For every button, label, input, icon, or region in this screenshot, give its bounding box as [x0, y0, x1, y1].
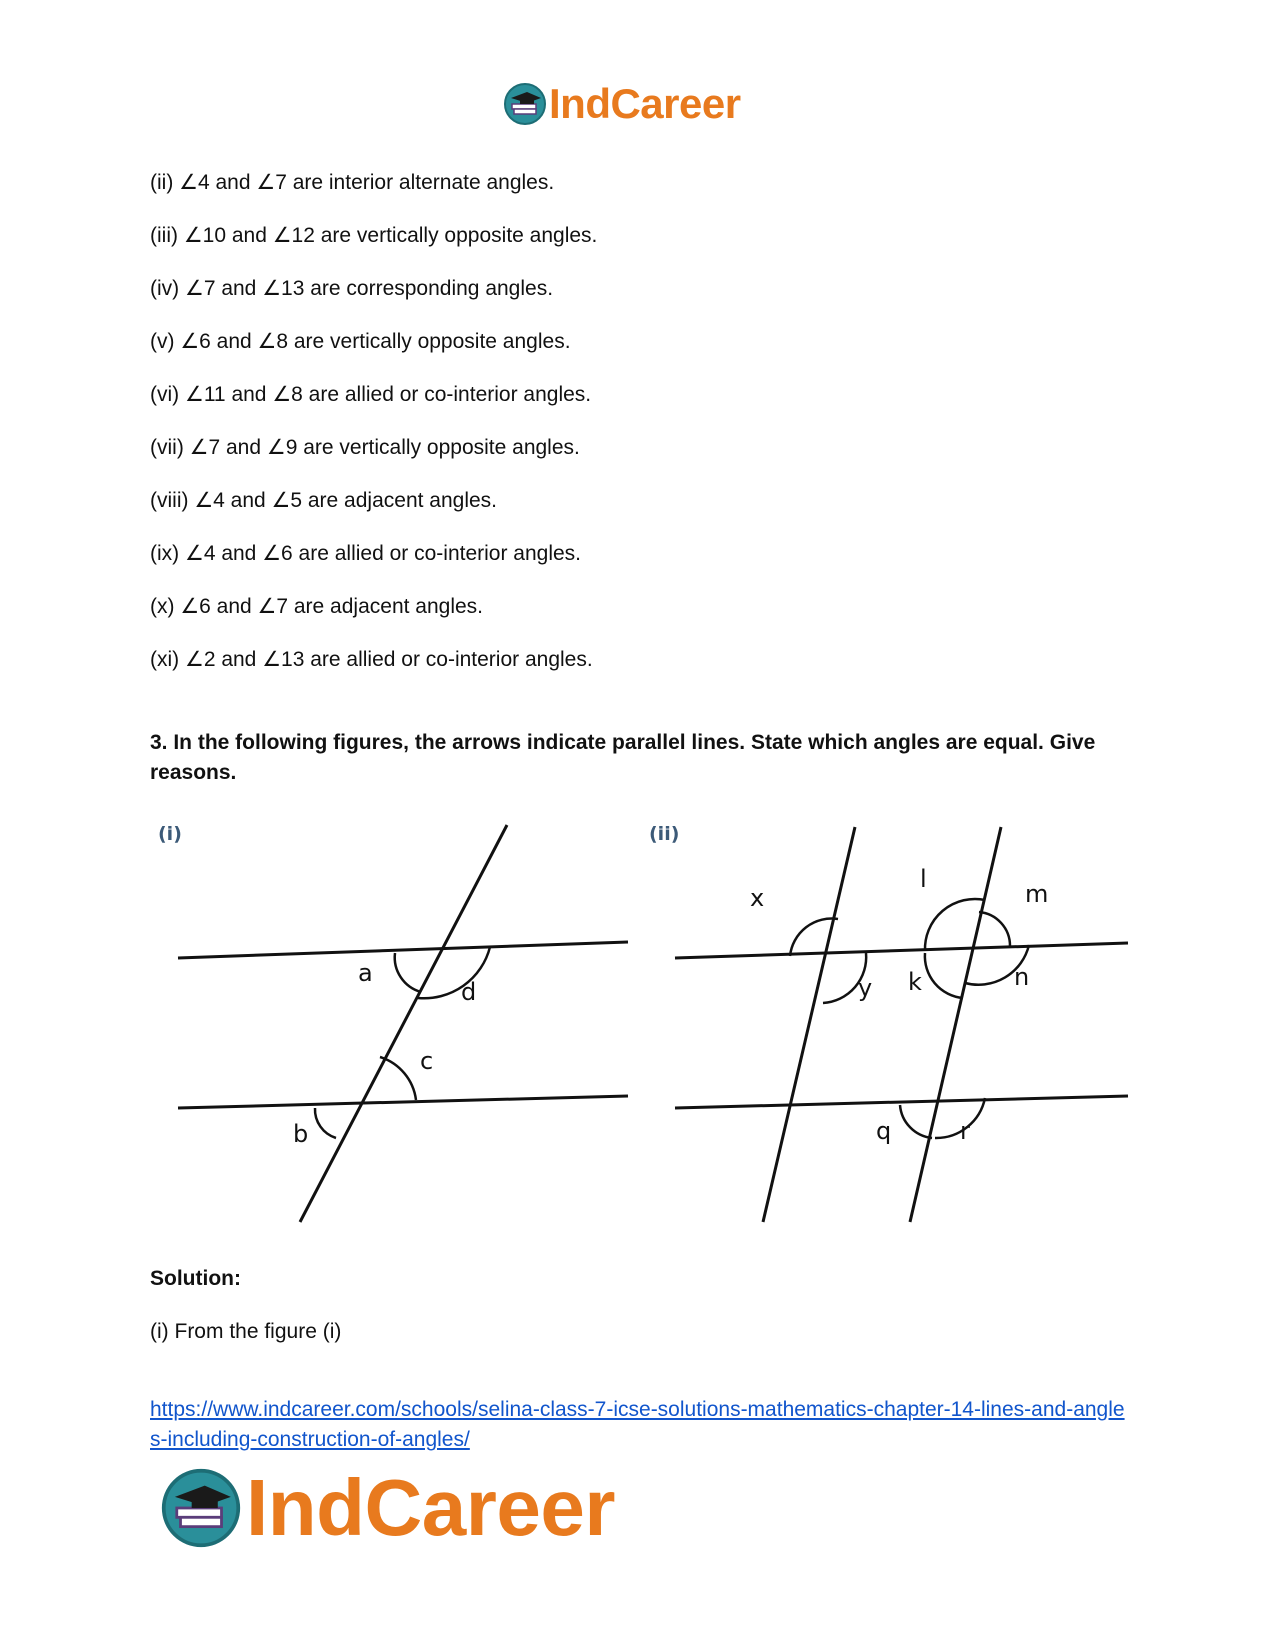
- answer-line: (viii) ∠4 and ∠5 are adjacent angles.: [150, 489, 498, 512]
- header-logo: [503, 80, 741, 128]
- transversal-left: [763, 827, 855, 1222]
- angle-arc-a: [395, 953, 421, 992]
- transversal: [300, 825, 507, 1222]
- angle-label-r: r: [960, 1117, 970, 1145]
- figure-ii-label: (ii): [649, 823, 680, 845]
- parallel-line-bottom: [178, 1096, 628, 1108]
- answer-line: (x) ∠6 and ∠7 are adjacent angles.: [150, 595, 484, 618]
- angle-label-d: d: [461, 978, 477, 1006]
- angle-label-q: q: [876, 1117, 892, 1145]
- answer-line: (ii) ∠4 and ∠7 are interior alternate angles.: [150, 171, 555, 194]
- source-link[interactable]: https://www.indcareer.com/schools/selina-class-7-icse-solutions-mathematics-chapter-14-lines-and-angles-including-construction-of-angles/: [150, 1398, 1125, 1451]
- angle-label-a: a: [358, 959, 373, 987]
- angle-label-n: n: [1014, 963, 1030, 991]
- angle-label-c: c: [420, 1047, 434, 1075]
- footer-logo: [160, 1462, 615, 1552]
- angle-label-l: l: [920, 865, 927, 893]
- angle-label-k: k: [908, 968, 922, 996]
- angle-label-x: x: [750, 884, 765, 912]
- solution-heading: Solution:: [150, 1267, 241, 1290]
- footer-logo-text: IndCareer: [246, 1462, 615, 1552]
- header-logo-text: IndCareer: [549, 80, 741, 127]
- parallel-line-top: [178, 942, 628, 958]
- angle-arc-k: [925, 953, 963, 998]
- parallel-line-bottom: [675, 1096, 1128, 1108]
- graduation-book-icon: [160, 1467, 242, 1549]
- figure-i: [150, 815, 630, 1225]
- answer-line: (iii) ∠10 and ∠12 are vertically opposite angles.: [150, 224, 598, 247]
- figure-i-label: (i): [158, 823, 182, 845]
- angle-arc-m: [979, 912, 1010, 946]
- angle-label-y: y: [858, 974, 873, 1002]
- answer-line: (iv) ∠7 and ∠13 are corresponding angles.: [150, 277, 554, 300]
- figure-ii: [640, 815, 1130, 1225]
- angle-label-m: m: [1025, 880, 1049, 908]
- solution-text: (i) From the figure (i): [150, 1320, 342, 1343]
- angle-arc-q: [900, 1105, 932, 1138]
- angle-arc-c: [380, 1057, 416, 1100]
- answer-line: (vi) ∠11 and ∠8 are allied or co-interior angles.: [150, 383, 592, 406]
- graduation-book-icon: [503, 82, 547, 126]
- angle-arc-b: [315, 1108, 336, 1138]
- answer-line: (ix) ∠4 and ∠6 are allied or co-interior angles.: [150, 542, 582, 565]
- angle-label-b: b: [293, 1120, 309, 1148]
- answer-line: (vii) ∠7 and ∠9 are vertically opposite angles.: [150, 436, 580, 459]
- answer-line: (v) ∠6 and ∠8 are vertically opposite angles.: [150, 330, 571, 353]
- question-text: 3. In the following figures, the arrows indicate parallel lines. State which angles are equal. Give reasons.: [150, 731, 1096, 784]
- angle-arc-l: [925, 899, 985, 951]
- answer-line: (xi) ∠2 and ∠13 are allied or co-interior angles.: [150, 648, 593, 671]
- parallel-line-top: [675, 943, 1128, 958]
